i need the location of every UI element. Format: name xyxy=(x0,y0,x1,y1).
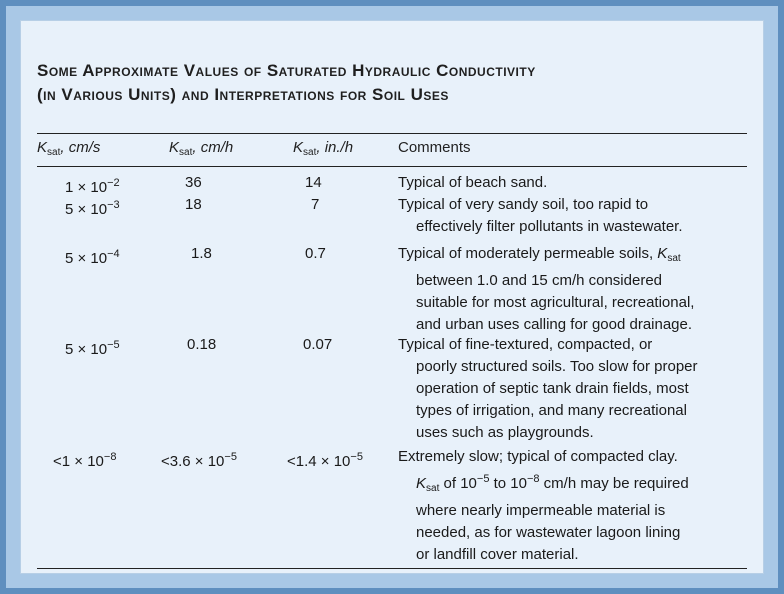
comment-text: of 10 xyxy=(439,475,477,492)
header-unit: , cm/s xyxy=(60,139,101,156)
header-k-symbol: K xyxy=(169,139,180,156)
value-mantissa: <3.6 × 10 xyxy=(161,453,225,470)
cell-comment xyxy=(398,172,758,194)
comment-line: where nearly impermeable material is xyxy=(416,502,666,519)
comment-line: suitable for most agricultural, recreational, xyxy=(416,294,695,311)
comment-line: Typical of beach sand. xyxy=(398,174,548,191)
header-k-symbol: K xyxy=(37,139,48,156)
header-ksat-inh xyxy=(293,139,353,158)
comment-line: effectively filter pollutants in wastewater. xyxy=(416,218,683,235)
cell-comment xyxy=(398,243,758,336)
header-k-subscript: sat xyxy=(303,147,317,158)
cell-inh: 0.07 xyxy=(303,336,333,353)
value-exponent: −3 xyxy=(107,199,120,211)
bottom-rule xyxy=(37,568,747,569)
comment-k-subscript: sat xyxy=(667,253,681,264)
comment-k-symbol: K xyxy=(657,245,668,262)
header-unit: , in./h xyxy=(316,139,354,156)
header-unit: , cm/h xyxy=(192,139,234,156)
header-rule xyxy=(37,166,747,167)
cell-inh: 14 xyxy=(305,174,322,191)
cell-inh: 0.7 xyxy=(305,245,326,262)
value-exponent: −4 xyxy=(107,248,120,260)
value-mantissa: <1.4 × 10 xyxy=(287,453,351,470)
comment-k-subscript: sat xyxy=(426,483,440,494)
value-mantissa: <1 × 10 xyxy=(53,453,104,470)
comment-line: or landfill cover material. xyxy=(416,546,579,563)
table-title xyxy=(37,59,747,107)
cell-inh xyxy=(287,446,363,473)
comment-line xyxy=(398,468,758,500)
comment-text: Typical of moderately permeable soils, xyxy=(398,245,658,262)
value-exponent: −8 xyxy=(103,451,117,463)
comment-line: operation of septic tank drain fields, most xyxy=(416,380,689,397)
cell-comment xyxy=(398,194,758,238)
header-ksat-cmh xyxy=(169,139,233,158)
value-mantissa: 1 × 10 xyxy=(65,179,108,196)
cell-cmh: 36 xyxy=(185,174,202,191)
header-k-symbol: K xyxy=(293,139,304,156)
title-line-2: (in Various Units) and Interpretations for Soil Uses xyxy=(37,85,449,104)
comment-line: needed, as for wastewater lagoon lining xyxy=(416,524,681,541)
cell-cms xyxy=(65,334,120,361)
header-k-subscript: sat xyxy=(179,147,193,158)
comment-line: poorly structured soils. Too slow for proper xyxy=(416,358,698,375)
cell-cmh: 1.8 xyxy=(191,245,212,262)
comment-text: cm/h may be required xyxy=(539,475,689,492)
comment-line xyxy=(398,243,758,270)
value-exponent: −5 xyxy=(107,339,120,351)
cell-cms xyxy=(65,194,120,221)
value-mantissa: 5 × 10 xyxy=(65,341,108,358)
comment-line: uses such as playgrounds. xyxy=(416,424,594,441)
cell-cmh: 0.18 xyxy=(187,336,217,353)
comment-line: Typical of very sandy soil, too rapid to xyxy=(398,196,649,213)
comment-line: Typical of fine-textured, compacted, or xyxy=(398,336,653,353)
value-exponent: −5 xyxy=(224,451,237,463)
table-card xyxy=(20,20,764,574)
outer-frame xyxy=(6,6,778,588)
cell-cmh xyxy=(161,446,237,473)
cell-cmh: 18 xyxy=(185,196,202,213)
value-mantissa: 5 × 10 xyxy=(65,201,108,218)
value-mantissa: 5 × 10 xyxy=(65,250,108,267)
cell-comment xyxy=(398,334,758,444)
comment-line: types of irrigation, and many recreational xyxy=(416,402,687,419)
value-exponent: −5 xyxy=(350,451,363,463)
cell-cms xyxy=(65,243,120,270)
comment-exponent: −8 xyxy=(526,473,540,485)
title-line-1: Some Approximate Values of Saturated Hydraulic Conductivity xyxy=(37,61,536,80)
comment-text: to 10 xyxy=(489,475,527,492)
cell-cms xyxy=(53,446,116,473)
comment-line: Extremely slow; typical of compacted clay. xyxy=(398,448,678,465)
comment-k-symbol: K xyxy=(416,475,427,492)
comment-exponent: −5 xyxy=(476,473,490,485)
header-ksat-cms xyxy=(37,139,100,158)
comment-line: and urban uses calling for good drainage. xyxy=(416,316,693,333)
cell-comment xyxy=(398,446,758,566)
comment-line: between 1.0 and 15 cm/h considered xyxy=(416,272,662,289)
cell-inh: 7 xyxy=(311,196,320,213)
value-exponent: −2 xyxy=(107,177,120,189)
top-rule xyxy=(37,133,747,134)
header-k-subscript: sat xyxy=(47,147,61,158)
header-comments: Comments xyxy=(398,139,471,156)
